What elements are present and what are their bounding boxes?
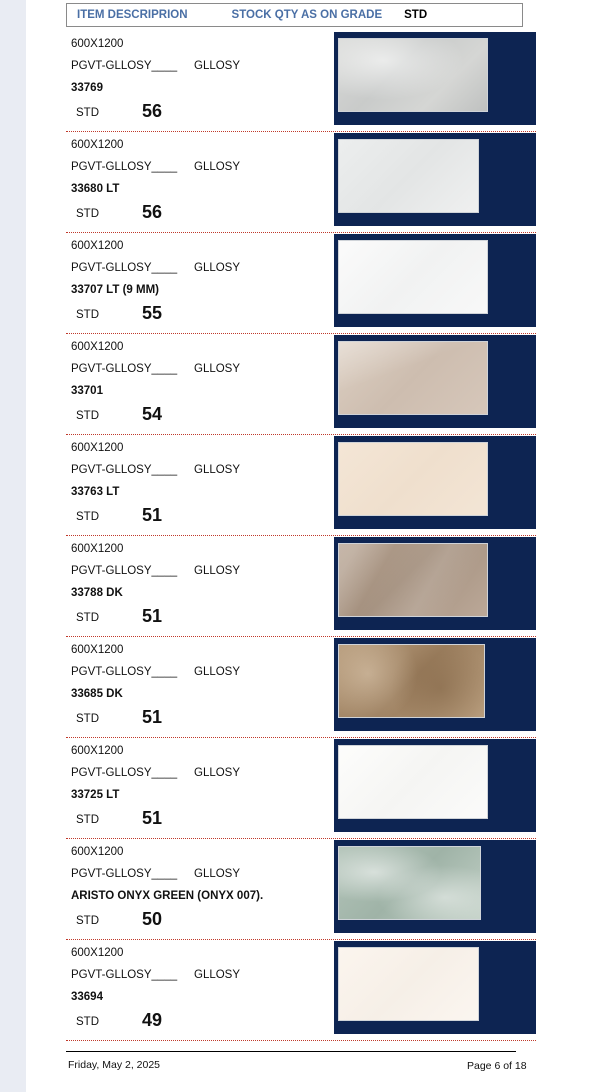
tile-image-frame (334, 638, 536, 731)
item-qty: 51 (142, 505, 163, 525)
item-grade: STD (76, 915, 99, 927)
tile-image-frame (334, 133, 536, 226)
item-qty: 51 (142, 808, 163, 828)
item-code: PGVT-GLLOSY____ (71, 262, 178, 274)
item-grade: STD (76, 814, 99, 826)
header-stock-qty: STOCK QTY AS ON GRADE (231, 9, 383, 21)
tile-image-frame (334, 32, 536, 125)
item-qty: 49 (142, 1010, 163, 1030)
item-size: 600X1200 (71, 543, 124, 555)
list-item (66, 132, 536, 233)
tile-image-frame (334, 335, 536, 428)
list-item (66, 435, 536, 536)
item-finish: GLLOSY (194, 464, 241, 476)
item-grade: STD (76, 309, 99, 321)
footer-date: Friday, May 2, 2025 (68, 1059, 161, 1071)
tile-image (338, 139, 479, 213)
header-item-description: ITEM DESCRIPRION (77, 9, 188, 21)
item-code: PGVT-GLLOSY____ (71, 969, 178, 981)
tile-image-frame (334, 941, 536, 1034)
list-item (66, 233, 536, 334)
item-qty: 56 (142, 202, 163, 222)
item-grade: STD (76, 713, 99, 725)
item-code: PGVT-GLLOSY____ (71, 363, 178, 375)
item-name: 33788 DK (71, 587, 123, 599)
item-code: PGVT-GLLOSY____ (71, 767, 178, 779)
item-qty: 54 (142, 404, 163, 424)
item-name: 33769 (71, 82, 103, 94)
item-finish: GLLOSY (194, 262, 241, 274)
list-item (66, 637, 536, 738)
table-header (66, 3, 523, 27)
item-code: PGVT-GLLOSY____ (71, 60, 178, 72)
item-code: PGVT-GLLOSY____ (71, 666, 178, 678)
tile-image (338, 240, 488, 314)
tile-image (338, 442, 488, 516)
tile-image-frame (334, 840, 536, 933)
list-item (66, 940, 536, 1041)
item-size: 600X1200 (71, 644, 124, 656)
item-grade: STD (76, 107, 99, 119)
item-name: 33680 LT (71, 183, 120, 195)
tile-image (338, 341, 488, 415)
item-grade: STD (76, 410, 99, 422)
tile-image-frame (334, 234, 536, 327)
item-finish: GLLOSY (194, 565, 241, 577)
item-grade: STD (76, 208, 99, 220)
header-grade: STD (404, 9, 428, 21)
item-name: 33725 LT (71, 789, 120, 801)
item-size: 600X1200 (71, 745, 124, 757)
item-size: 600X1200 (71, 240, 124, 252)
item-finish: GLLOSY (194, 60, 241, 72)
item-size: 600X1200 (71, 38, 124, 50)
item-qty: 56 (142, 101, 163, 121)
item-name: 33763 LT (71, 486, 120, 498)
item-code: PGVT-GLLOSY____ (71, 868, 178, 880)
item-name: 33694 (71, 991, 103, 1003)
footer-page-number: Page 6 of 18 (467, 1060, 527, 1072)
item-finish: GLLOSY (194, 767, 241, 779)
item-grade: STD (76, 1016, 99, 1028)
tile-image (338, 543, 488, 617)
item-finish: GLLOSY (194, 161, 241, 173)
item-name: ARISTO ONYX GREEN (ONYX 007). (71, 890, 264, 902)
item-size: 600X1200 (71, 846, 124, 858)
item-qty: 51 (142, 707, 163, 727)
tile-image-frame (334, 537, 536, 630)
item-name: 33685 DK (71, 688, 123, 700)
item-finish: GLLOSY (194, 363, 241, 375)
tile-image (338, 846, 481, 920)
list-item (66, 738, 536, 839)
list-item (66, 839, 536, 940)
document-page (26, 0, 604, 1092)
item-size: 600X1200 (71, 139, 124, 151)
item-code: PGVT-GLLOSY____ (71, 161, 178, 173)
item-qty: 50 (142, 909, 163, 929)
footer-divider (66, 1051, 516, 1052)
item-list (66, 31, 536, 1041)
item-code: PGVT-GLLOSY____ (71, 464, 178, 476)
list-item (66, 334, 536, 435)
item-code: PGVT-GLLOSY____ (71, 565, 178, 577)
item-name: 33707 LT (9 MM) (71, 284, 159, 296)
item-size: 600X1200 (71, 442, 124, 454)
item-qty: 51 (142, 606, 163, 626)
tile-image (338, 644, 485, 718)
tile-image-frame (334, 436, 536, 529)
item-size: 600X1200 (71, 947, 124, 959)
item-finish: GLLOSY (194, 969, 241, 981)
tile-image-frame (334, 739, 536, 832)
item-finish: GLLOSY (194, 868, 241, 880)
item-qty: 55 (142, 303, 163, 323)
item-size: 600X1200 (71, 341, 124, 353)
tile-image (338, 947, 479, 1021)
tile-image (338, 38, 488, 112)
item-name: 33701 (71, 385, 103, 397)
list-item (66, 536, 536, 637)
item-grade: STD (76, 511, 99, 523)
item-grade: STD (76, 612, 99, 624)
tile-image (338, 745, 488, 819)
item-finish: GLLOSY (194, 666, 241, 678)
list-item (66, 31, 536, 132)
